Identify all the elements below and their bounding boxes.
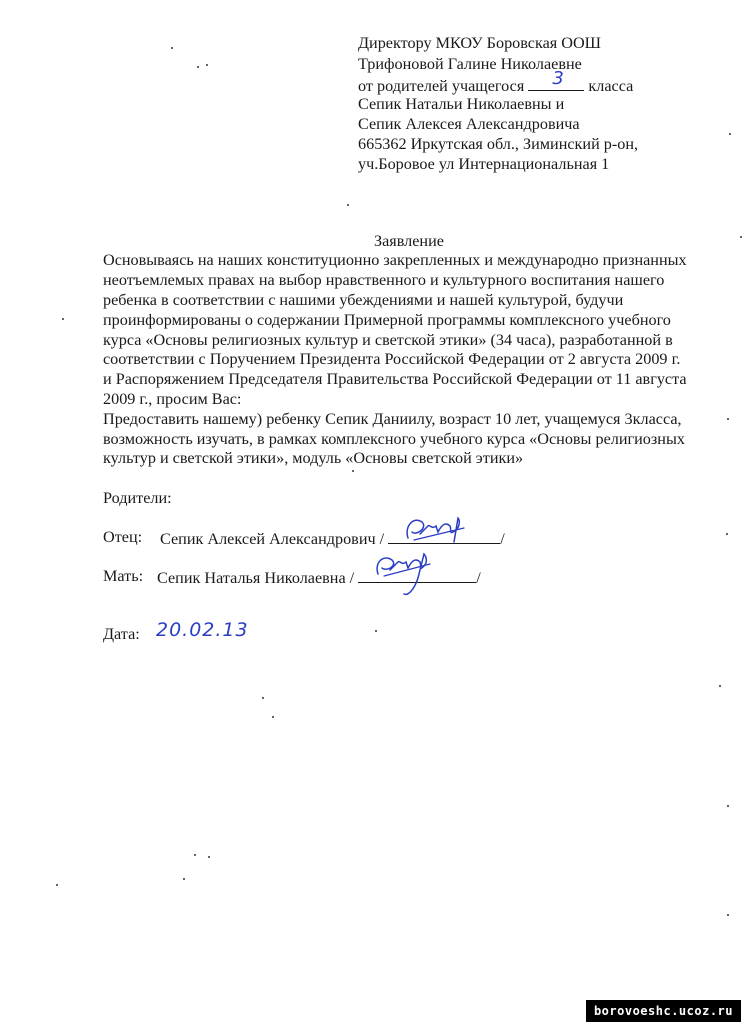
header-from-prefix: от родителей учащегося [358,77,525,95]
scan-speck [726,533,728,535]
scan-speck [206,64,208,66]
scan-speck [197,66,199,68]
body-line: ребенка в соответствии с нашими убеждениями и нашей культурой, будучи [103,291,624,309]
date-label: Дата: [103,625,140,643]
mother-signature-mark [368,550,444,602]
father-label: Отец: [103,528,143,546]
scan-speck [272,716,274,718]
body-line: 2009 г., просим Вас: [103,390,242,408]
scan-speck [262,697,264,699]
scan-speck [727,418,729,420]
body-line: возможность изучать, в рамках комплексного учебного курса «Основы религиозных [103,430,685,448]
body-line: неотъемлемых правах на выбор нравственного и культурного воспитания нашего [103,271,665,289]
mother-name: Сепик Наталья Николаевна / [157,569,355,587]
mother-label: Мать: [103,567,144,585]
scan-speck [56,884,58,886]
scan-speck [727,805,729,807]
father-signature-mark [400,512,480,546]
scan-speck [740,236,742,238]
body-line: Предоставить нашему) ребенку Сепик Даниилу, возраст 10 лет, учащемуся 3класса, [103,410,682,428]
grade-handwritten: 3 [552,68,565,89]
mother-slash: / [476,569,481,587]
body-line: и Распоряжением Председателя Правительства Российской Федерации от 11 августа [103,370,687,388]
header-from-line [358,68,634,96]
scan-speck [729,133,731,135]
scan-speck [727,914,729,916]
site-watermark: borovoeshc.ucoz.ru [586,1000,741,1022]
header-address-2: уч.Боровое ул Интернациональная 1 [358,155,610,173]
grade-blank [528,68,584,91]
body-line: культур и светской этики», модуль «Основы светской этики» [103,449,524,467]
header-addressee-name: Трифоновой Галине Николаевне [358,55,582,73]
parents-label: Родители: [103,489,172,507]
header-mother: Сепик Натальи Николаевны и [358,95,565,113]
scan-speck [208,856,210,858]
header-from-suffix: класса [588,77,634,95]
father-slash: / [500,530,505,548]
body-line: Основываясь на наших конституционно закрепленных и международно признанных [103,251,687,269]
scan-speck [352,470,354,472]
header-father: Сепик Алексея Александровича [358,115,580,133]
body-line: курса «Основы религиозных культур и светской этики» (34 часа), разработанной в [103,331,673,349]
scan-speck [171,47,173,49]
scan-speck [719,685,721,687]
document-title: Заявление [374,232,444,250]
header-address-1: 665362 Иркутская обл., Зиминский р-он, [358,135,639,153]
scan-speck [347,204,349,206]
scan-speck [183,878,185,880]
body-line: проинформированы о содержании Примерной программы комплексного учебного [103,311,671,329]
scan-speck [194,854,196,856]
date-handwritten: 20.02.13 [156,619,249,641]
father-name: Сепик Алексей Александрович / [160,530,385,548]
header-addressee: Директору МКОУ Боровская ООШ [358,34,602,52]
scan-speck [375,630,377,632]
body-line: соответствии с Поручением Президента Российской Федерации от 2 августа 2009 г. [103,350,681,368]
scan-speck [62,318,64,320]
